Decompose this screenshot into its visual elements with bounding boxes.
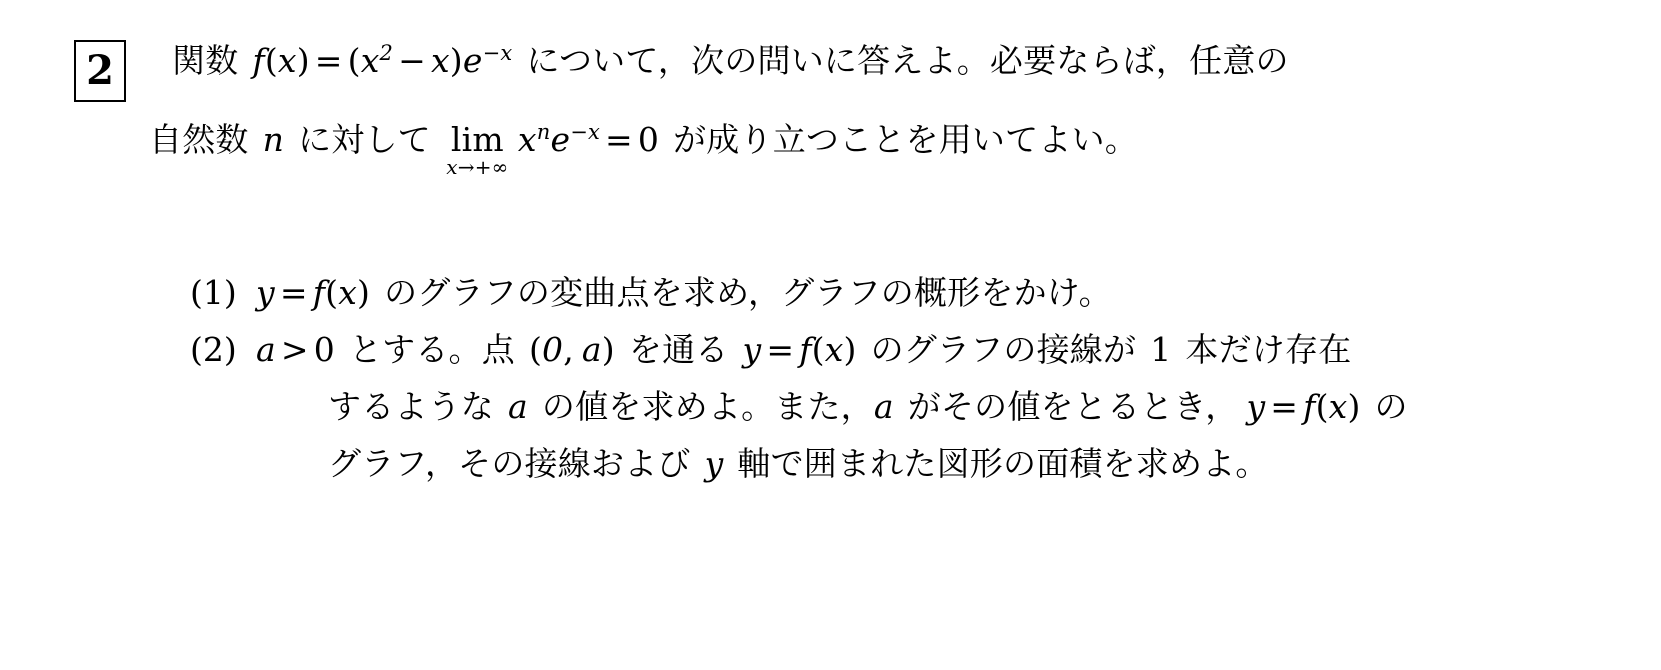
item-body-1: [256, 273, 1590, 312]
question-list: [190, 273, 1590, 504]
item-2-line-3: グラフ，その接線および y 軸で囲まれた図形の面積を求めよ。: [328, 444, 1269, 483]
statement-line-2-tail: が成り立つことを用いてよい。: [673, 123, 1138, 159]
math-limit-operator: lim: [450, 120, 504, 159]
statement-line-1-tail: について，次の問いに答えよ。必要ならば，任意の: [526, 44, 1289, 80]
list-item: [190, 330, 1590, 483]
problem-number-label: 2: [86, 47, 114, 94]
math-limit-body: x: [517, 120, 537, 159]
item-1-line-1: y = f(x) のグラフの変曲点を求め，グラフの概形をかけ。: [256, 273, 1112, 312]
math-f-of-x: f: [252, 41, 265, 80]
math-n: n: [262, 120, 285, 159]
item-1-text: のグラフの変曲点を求め，グラフの概形をかけ。: [384, 276, 1112, 312]
item-label-2: (2): [190, 330, 237, 369]
item-label-1: (1): [190, 273, 237, 312]
item-2-line-2: するような a の値を求めよ。また，a がその値をとるとき， y = f(x) の: [328, 387, 1408, 426]
list-item: [190, 273, 1590, 312]
statement-word-natural-number: 自然数: [149, 123, 249, 159]
statement-line-1: 関数 $f(x) = (x^2 - x)e^{-x}$ について，次の問いに答えよ。必要ならば，任意の: [172, 41, 1289, 80]
statement-line-2: 自然数 n に対して lim x→+∞ $x^ne^{-x} = 0$ が成り立つことを用いてよい。: [149, 120, 1138, 179]
math-limit: [446, 120, 509, 179]
math-zero: 0: [637, 120, 660, 159]
item-2-line-1: a > 0 とする。点 (0, a) を通る y = f(x) のグラフの接線が 1 本だけ存在: [256, 330, 1352, 369]
math-equals: =: [314, 41, 343, 80]
item-body-2: [256, 330, 1590, 483]
statement-word-for: に対して: [298, 123, 431, 159]
problem-statement: [149, 41, 1500, 179]
statement-word-function: 関数: [172, 44, 239, 80]
math-expression: (: [347, 41, 361, 80]
problem-number-box: [74, 40, 126, 102]
math-limit-subscript: x→+∞: [446, 155, 509, 179]
